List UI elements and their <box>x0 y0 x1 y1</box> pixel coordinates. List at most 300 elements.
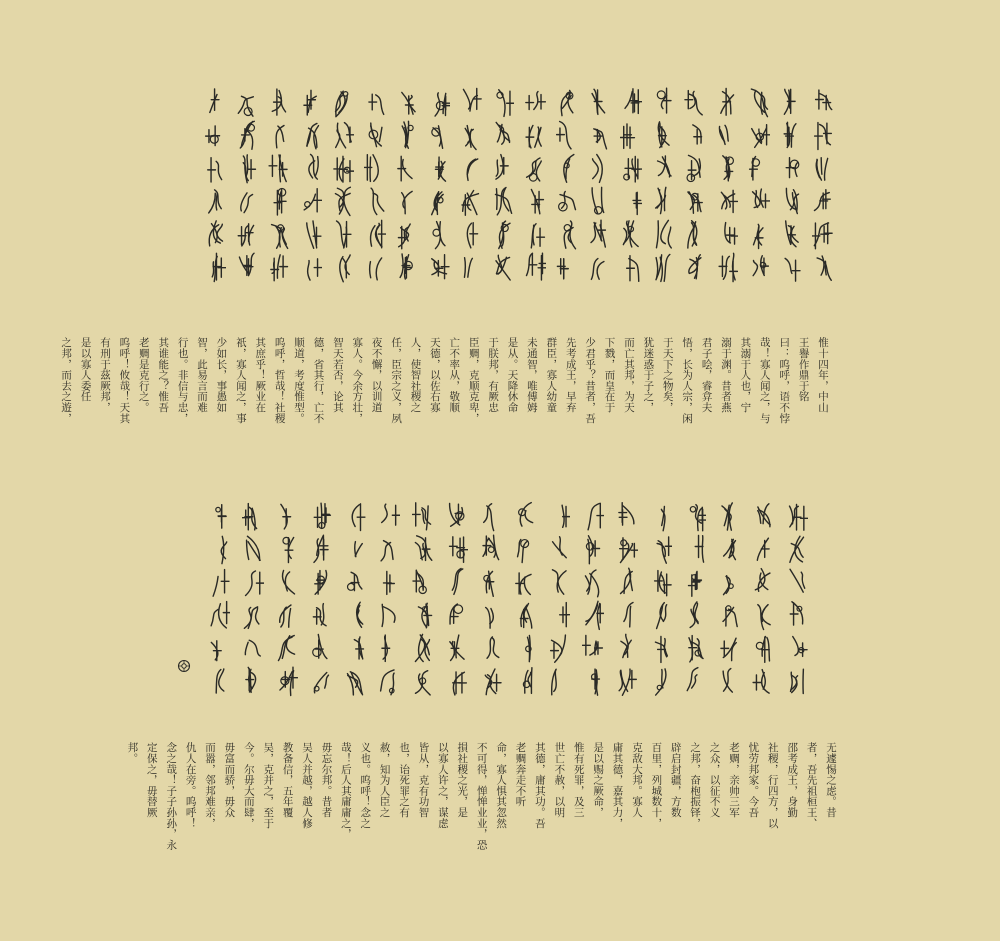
seal-glyph-icon <box>748 119 770 152</box>
seal-glyph-icon <box>548 599 570 632</box>
seal-glyph-icon <box>620 86 642 119</box>
seal-glyph-icon <box>748 251 770 284</box>
translation-column: 顺道，考度惟型。 <box>293 337 306 424</box>
seal-glyph-icon <box>446 533 468 566</box>
translation-column: 老赒是克行之。 <box>137 337 150 413</box>
seal-glyph-icon <box>460 152 482 185</box>
seal-glyph-icon <box>396 251 418 284</box>
seal-glyph-icon <box>718 566 740 599</box>
translation-column: 定保之，毋替厥 <box>145 742 158 818</box>
seal-glyph-icon <box>652 119 674 152</box>
seal-glyph-icon <box>300 119 322 152</box>
translation-column: 夜不懈，以训道 <box>370 337 383 413</box>
seal-glyph-icon <box>556 251 578 284</box>
translation-column: 哉！寡人闻之，与 <box>758 337 771 424</box>
seal-glyph-icon <box>446 599 468 632</box>
inscription-column <box>684 500 706 722</box>
seal-glyph-icon <box>396 185 418 218</box>
seal-glyph-icon <box>748 218 770 251</box>
translation-column: 于天下之物矣， <box>661 337 674 413</box>
seal-glyph-icon <box>276 599 298 632</box>
seal-glyph-icon <box>378 533 400 566</box>
seal-glyph-icon <box>412 533 434 566</box>
seal-glyph-icon <box>300 152 322 185</box>
seal-glyph-icon <box>300 86 322 119</box>
inscription-column <box>300 86 322 306</box>
seal-glyph-icon <box>446 566 468 599</box>
seal-glyph-icon <box>786 665 808 698</box>
seal-glyph-icon <box>588 218 610 251</box>
translation-column: 任，臣宗之义，夙 <box>390 337 403 424</box>
seal-glyph-icon <box>718 632 740 665</box>
seal-glyph-icon <box>364 152 386 185</box>
seal-glyph-icon <box>268 152 290 185</box>
seal-glyph-icon <box>480 533 502 566</box>
translation-column: 克敌大邦。寡人 <box>630 742 643 818</box>
seal-glyph-icon <box>480 566 502 599</box>
seal-glyph-icon <box>204 185 226 218</box>
translation-column: 王譽作鼎于铭 <box>797 337 810 402</box>
translation-column: 之众，以征不义 <box>708 742 721 818</box>
translation-column: 辟启封疆，方数 <box>669 742 682 818</box>
seal-glyph-icon <box>718 599 740 632</box>
translation-column: 于朕邦，有厥忠 <box>487 337 500 413</box>
seal-glyph-icon <box>684 185 706 218</box>
seal-script-inscription-top <box>166 86 834 306</box>
seal-glyph-icon <box>480 632 502 665</box>
translation-column: 溺于渊。昔者燕 <box>719 337 732 413</box>
seal-glyph-icon <box>620 119 642 152</box>
translation-column: 行也。非信与忠， <box>176 337 189 424</box>
translation-column: 之邦，奋枹振铎， <box>689 742 702 829</box>
seal-glyph-icon <box>412 599 434 632</box>
inscription-column <box>480 500 502 722</box>
inscription-column <box>514 500 536 722</box>
seal-glyph-icon <box>460 86 482 119</box>
inscription-column <box>556 86 578 306</box>
seal-glyph-icon <box>236 185 258 218</box>
seal-glyph-icon <box>616 599 638 632</box>
translation-column: 少君乎？昔者，吾 <box>584 337 597 424</box>
seal-glyph-icon <box>492 86 514 119</box>
seal-glyph-icon <box>556 218 578 251</box>
seal-glyph-icon <box>460 251 482 284</box>
inscription-column <box>780 86 802 306</box>
inscription-column <box>548 500 570 722</box>
seal-glyph-icon <box>332 119 354 152</box>
seal-glyph-icon <box>524 185 546 218</box>
seal-glyph-icon <box>300 251 322 284</box>
seal-glyph-icon <box>650 566 672 599</box>
translation-column: 仇人在旁。呜呼！ <box>184 742 197 829</box>
seal-glyph-icon <box>378 599 400 632</box>
seal-glyph-icon <box>208 599 230 632</box>
seal-glyph-icon <box>204 86 226 119</box>
seal-glyph-icon <box>786 632 808 665</box>
seal-glyph-icon <box>460 218 482 251</box>
seal-glyph-icon <box>310 500 332 533</box>
seal-glyph-icon <box>780 251 802 284</box>
inscription-column <box>460 86 482 306</box>
seal-glyph-icon <box>548 665 570 698</box>
seal-glyph-icon <box>524 119 546 152</box>
translation-column: 念之哉！子子孙孙，永 <box>165 742 178 850</box>
seal-glyph-icon <box>428 86 450 119</box>
inscription-column <box>412 500 434 722</box>
seal-glyph-icon <box>242 500 264 533</box>
seal-glyph-icon <box>780 152 802 185</box>
seal-glyph-icon <box>396 218 418 251</box>
seal-glyph-icon <box>548 632 570 665</box>
seal-glyph-icon <box>780 119 802 152</box>
seal-glyph-icon <box>446 665 468 698</box>
seal-glyph-icon <box>620 152 642 185</box>
seal-glyph-icon <box>332 218 354 251</box>
seal-glyph-icon <box>204 251 226 284</box>
seal-glyph-icon <box>652 218 674 251</box>
inscription-column <box>268 86 290 306</box>
inscription-column <box>812 86 834 306</box>
seal-glyph-icon <box>650 533 672 566</box>
seal-glyph-icon <box>582 566 604 599</box>
seal-glyph-icon <box>548 500 570 533</box>
seal-glyph-icon <box>524 218 546 251</box>
seal-glyph-icon <box>812 86 834 119</box>
translation-column: 而亡其邦，为天 <box>622 337 635 413</box>
seal-glyph-icon <box>492 152 514 185</box>
seal-glyph-icon <box>786 599 808 632</box>
translation-column: 义也。呜呼！念之 <box>359 742 372 829</box>
seal-glyph-icon <box>582 500 604 533</box>
seal-glyph-icon <box>236 218 258 251</box>
translation-column: 呜呼，哲哉！社稷 <box>273 337 286 424</box>
seal-glyph-icon <box>242 533 264 566</box>
seal-glyph-icon <box>428 185 450 218</box>
seal-glyph-icon <box>716 152 738 185</box>
seal-glyph-icon <box>364 251 386 284</box>
translation-column: 其庶乎！厥业在 <box>254 337 267 413</box>
translation-column: 是以赐之厥命， <box>592 742 605 818</box>
translation-column: 命，寡人惧其忽然 <box>495 742 508 829</box>
inscription-column <box>332 86 354 306</box>
inscription-column <box>208 500 230 722</box>
seal-glyph-icon <box>616 533 638 566</box>
seal-glyph-icon <box>684 665 706 698</box>
inscription-column <box>752 500 774 722</box>
translation-column: 下戮，而皇在于 <box>603 337 616 413</box>
seal-glyph-icon <box>344 665 366 698</box>
seal-glyph-icon <box>752 533 774 566</box>
seal-glyph-icon <box>514 533 536 566</box>
seal-glyph-icon <box>300 218 322 251</box>
inscription-column <box>620 86 642 306</box>
translation-column: 赦，知为人臣之 <box>378 742 391 818</box>
seal-glyph-icon <box>684 599 706 632</box>
seal-glyph-icon <box>396 119 418 152</box>
seal-glyph-icon <box>276 566 298 599</box>
seal-glyph-icon <box>310 665 332 698</box>
seal-glyph-icon <box>650 665 672 698</box>
translation-column: 臣赒，克顺克卑， <box>467 337 480 424</box>
seal-glyph-icon <box>364 218 386 251</box>
seal-glyph-icon <box>310 599 332 632</box>
seal-glyph-icon <box>588 152 610 185</box>
seal-glyph-icon <box>276 665 298 698</box>
seal-glyph-icon <box>412 500 434 533</box>
translation-column: 群臣，寡人幼童 <box>545 337 558 413</box>
translation-column: 教备信，五年覆 <box>281 742 294 818</box>
inscription-column <box>582 500 604 722</box>
seal-glyph-icon <box>344 632 366 665</box>
seal-glyph-icon <box>716 218 738 251</box>
translation-column: 其溺于人也，宁 <box>739 337 752 413</box>
seal-glyph-icon <box>524 152 546 185</box>
inscription-column <box>310 500 332 722</box>
seal-glyph-icon <box>718 533 740 566</box>
inscription-column <box>344 500 366 722</box>
seal-glyph-icon <box>616 566 638 599</box>
seal-glyph-icon <box>582 632 604 665</box>
seal-glyph-icon <box>684 251 706 284</box>
seal-glyph-icon <box>548 533 570 566</box>
seal-glyph-icon <box>208 566 230 599</box>
translation-column: 寡人。今余方壮， <box>351 337 364 424</box>
inscription-column <box>684 86 706 306</box>
section-marker-icon <box>177 659 191 673</box>
translation-column: 智，此易言而难 <box>196 337 208 413</box>
seal-glyph-icon <box>204 152 226 185</box>
seal-glyph-icon <box>556 185 578 218</box>
inscription-column <box>524 86 546 306</box>
translation-column: 老赒奔走不听 <box>514 742 527 807</box>
inscription-column <box>204 86 226 306</box>
seal-glyph-icon <box>268 251 290 284</box>
translation-column: 惟有死罪，及三 <box>572 742 585 818</box>
seal-glyph-icon <box>378 632 400 665</box>
inscription-column <box>236 86 258 306</box>
seal-glyph-icon <box>460 119 482 152</box>
seal-glyph-icon <box>752 632 774 665</box>
seal-glyph-icon <box>364 185 386 218</box>
translation-column: 祇，寡人闻之，事 <box>234 337 247 424</box>
translation-text-top <box>56 337 832 437</box>
inscription-column <box>718 500 740 722</box>
seal-glyph-icon <box>204 218 226 251</box>
seal-glyph-icon <box>514 632 536 665</box>
translation-column: 君子哙，睿弇夫 <box>700 337 713 413</box>
inscription-column <box>786 500 808 722</box>
seal-glyph-icon <box>652 152 674 185</box>
translation-column: 損社稷之光，是 <box>456 742 469 818</box>
seal-glyph-icon <box>780 218 802 251</box>
seal-glyph-icon <box>652 86 674 119</box>
seal-glyph-icon <box>582 599 604 632</box>
translation-column: 庸其德，嘉其力， <box>611 742 624 829</box>
seal-glyph-icon <box>556 152 578 185</box>
inscription-column <box>650 500 672 722</box>
seal-glyph-icon <box>752 566 774 599</box>
seal-glyph-icon <box>204 119 226 152</box>
seal-glyph-icon <box>684 500 706 533</box>
seal-glyph-icon <box>268 86 290 119</box>
seal-glyph-icon <box>310 632 332 665</box>
translation-column: 皆从，克有功智 <box>417 742 430 818</box>
seal-glyph-icon <box>524 251 546 284</box>
inscription-column <box>748 86 770 306</box>
translation-column: 老赒，亲帅三军 <box>727 742 740 818</box>
translation-column: 今。尔毋大而肆， <box>242 742 255 829</box>
translation-column: 而嚣，邻邦难亲， <box>204 742 216 829</box>
seal-glyph-icon <box>396 86 418 119</box>
translation-column: 吴，克并之，至于 <box>262 742 275 829</box>
inscription-column <box>428 86 450 306</box>
seal-glyph-icon <box>332 251 354 284</box>
seal-glyph-icon <box>716 251 738 284</box>
seal-glyph-icon <box>588 251 610 284</box>
seal-glyph-icon <box>208 500 230 533</box>
translation-column: 少如长，事愚如 <box>215 337 228 413</box>
seal-glyph-icon <box>652 251 674 284</box>
translation-column: 有刑于茲厥邦， <box>98 337 111 413</box>
seal-glyph-icon <box>652 185 674 218</box>
seal-glyph-icon <box>480 665 502 698</box>
seal-glyph-icon <box>332 185 354 218</box>
seal-glyph-icon <box>428 218 450 251</box>
translation-column: 其谁能之？惟吾 <box>157 337 170 413</box>
seal-glyph-icon <box>378 566 400 599</box>
inscription-column <box>364 86 386 306</box>
translation-column: 人，使智社稷之 <box>409 337 422 413</box>
translation-column: 毋忘尔邦。昔者 <box>320 742 333 818</box>
translation-column: 也，诒死罪之有 <box>398 742 411 818</box>
seal-glyph-icon <box>786 500 808 533</box>
seal-glyph-icon <box>812 152 834 185</box>
seal-glyph-icon <box>276 500 298 533</box>
translation-column: 以寡人许之，谋虑 <box>436 742 449 829</box>
seal-glyph-icon <box>588 119 610 152</box>
translation-column: 是以寡人委任 <box>79 337 92 402</box>
inscription-column <box>446 500 468 722</box>
seal-glyph-icon <box>276 533 298 566</box>
seal-glyph-icon <box>812 218 834 251</box>
seal-glyph-icon <box>684 218 706 251</box>
seal-glyph-icon <box>812 119 834 152</box>
seal-glyph-icon <box>236 119 258 152</box>
seal-glyph-icon <box>716 119 738 152</box>
seal-glyph-icon <box>650 500 672 533</box>
translation-column: 犹迷惑于子之， <box>642 337 655 413</box>
seal-glyph-icon <box>428 251 450 284</box>
seal-glyph-icon <box>588 86 610 119</box>
inscription-column <box>652 86 674 306</box>
seal-glyph-icon <box>378 500 400 533</box>
seal-glyph-icon <box>684 86 706 119</box>
translation-column: 不可得，惮惮业业，恐 <box>475 742 488 850</box>
inscription-column <box>242 500 264 722</box>
translation-column: 未通智，唯傅姆 <box>525 337 538 413</box>
inscription-column <box>616 500 638 722</box>
seal-glyph-icon <box>242 566 264 599</box>
seal-glyph-icon <box>268 218 290 251</box>
seal-glyph-icon <box>364 86 386 119</box>
seal-glyph-icon <box>616 665 638 698</box>
seal-glyph-icon <box>812 251 834 284</box>
seal-glyph-icon <box>492 218 514 251</box>
translation-column: 曰：呜呼，语不悖 <box>778 337 791 424</box>
seal-glyph-icon <box>548 566 570 599</box>
seal-glyph-icon <box>514 566 536 599</box>
inscription-column <box>378 500 400 722</box>
seal-glyph-icon <box>780 185 802 218</box>
seal-glyph-icon <box>556 86 578 119</box>
seal-glyph-icon <box>236 251 258 284</box>
translation-column: 是从。天降休命 <box>506 337 519 413</box>
seal-glyph-icon <box>460 185 482 218</box>
seal-glyph-icon <box>716 185 738 218</box>
seal-glyph-icon <box>310 533 332 566</box>
seal-glyph-icon <box>208 632 230 665</box>
seal-glyph-icon <box>446 500 468 533</box>
inscription-column <box>276 500 298 722</box>
seal-glyph-icon <box>344 566 366 599</box>
seal-glyph-icon <box>616 632 638 665</box>
seal-glyph-icon <box>718 665 740 698</box>
seal-glyph-icon <box>780 86 802 119</box>
seal-glyph-icon <box>752 500 774 533</box>
translation-column: 先考成王，早弃 <box>564 337 577 413</box>
seal-glyph-icon <box>524 86 546 119</box>
seal-glyph-icon <box>412 665 434 698</box>
translation-column: 世亡不赦，以明 <box>553 742 566 818</box>
translation-column: 邵考成王，身勤 <box>786 742 799 818</box>
seal-glyph-icon <box>588 185 610 218</box>
inscription-column <box>492 86 514 306</box>
seal-glyph-icon <box>752 665 774 698</box>
seal-glyph-icon <box>344 500 366 533</box>
seal-glyph-icon <box>242 665 264 698</box>
seal-glyph-icon <box>378 665 400 698</box>
seal-glyph-icon <box>332 86 354 119</box>
translation-column: 无遽惕之虑。昔 <box>825 742 837 818</box>
seal-glyph-icon <box>242 632 264 665</box>
translation-column: 者，吾先祖桓王、 <box>805 742 818 829</box>
translation-column: 天德，以佐右寡 <box>428 337 441 413</box>
seal-glyph-icon <box>748 152 770 185</box>
seal-glyph-icon <box>786 566 808 599</box>
seal-glyph-icon <box>684 566 706 599</box>
seal-glyph-icon <box>716 86 738 119</box>
seal-glyph-icon <box>344 533 366 566</box>
seal-glyph-icon <box>514 500 536 533</box>
seal-glyph-icon <box>396 152 418 185</box>
seal-glyph-icon <box>480 599 502 632</box>
seal-glyph-icon <box>556 119 578 152</box>
seal-glyph-icon <box>684 119 706 152</box>
seal-glyph-icon <box>492 185 514 218</box>
seal-glyph-icon <box>514 599 536 632</box>
translation-column: 呜呼！攸哉！天其 <box>118 337 131 424</box>
seal-glyph-icon <box>332 152 354 185</box>
seal-glyph-icon <box>276 632 298 665</box>
translation-text-bottom <box>122 742 840 852</box>
seal-glyph-icon <box>310 566 332 599</box>
translation-column: 哉！后人其庸庸之， <box>339 742 352 840</box>
translation-column: 悟，长为人宗，闲 <box>681 337 694 424</box>
seal-glyph-icon <box>344 599 366 632</box>
seal-glyph-icon <box>718 500 740 533</box>
inscription-column <box>588 86 610 306</box>
seal-glyph-icon <box>650 632 672 665</box>
